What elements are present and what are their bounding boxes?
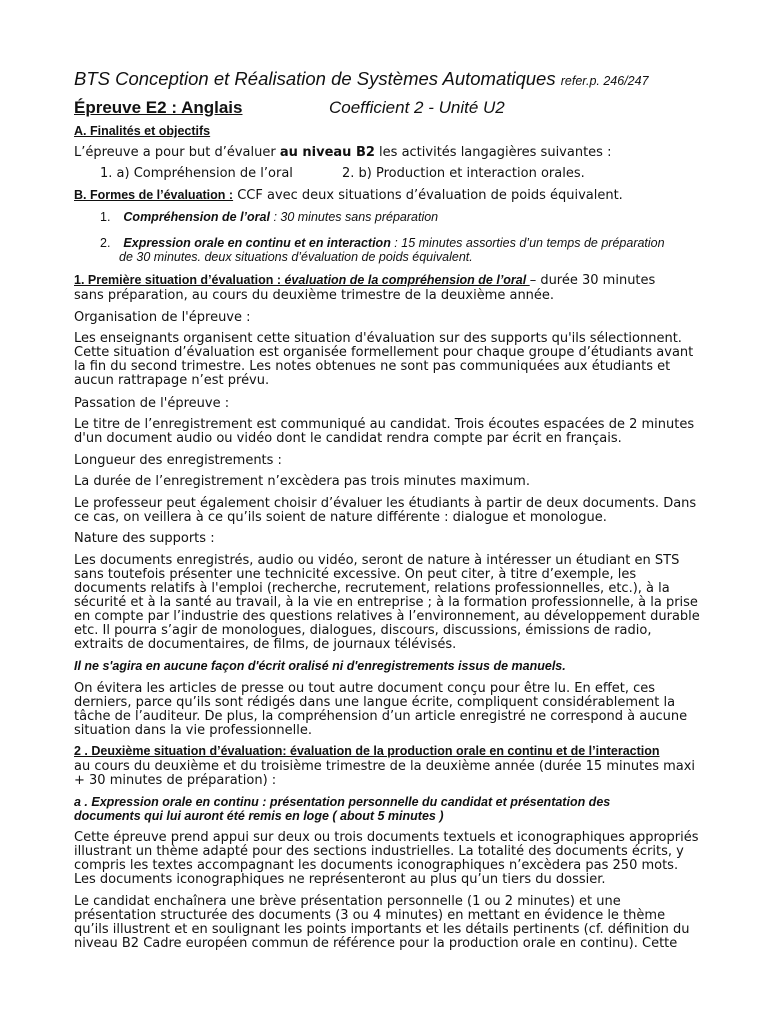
candidat-text-line: Le candidat enchaînera une brève présentation personnelle (1 ou 2 minutes) et une bbox=[74, 894, 621, 909]
situation-2-heading: 2 . Deuxième situation d’évaluation: évaluation de la production orale en continu et de l’interaction bbox=[74, 744, 660, 758]
avoid-text-line: derniers, parce qu’ils sont rédigés dans une langue écrite, compliquent considérablement la bbox=[74, 695, 676, 710]
organisation-label: Organisation de l'épreuve : bbox=[74, 310, 251, 325]
situation-2-text-line: + 30 minutes de préparation) : bbox=[74, 773, 277, 788]
passation-label: Passation de l'épreuve : bbox=[74, 396, 230, 411]
nature-label: Nature des supports : bbox=[74, 531, 215, 546]
nature-text-line: extraits de documentaires, de films, de journaux télévisés. bbox=[74, 637, 457, 652]
candidat-text-line: niveau B2 Cadre européen commun de référence pour la production orale en continu). Cette bbox=[74, 936, 678, 951]
candidat-text-line: présentation structurée des documents (3 ou 4 minutes) en mettant en évidence le thème bbox=[74, 908, 666, 923]
professeur-text-line: ce cas, on veillera à ce qu’ils soient de nature différente : dialogue et monologue. bbox=[74, 510, 607, 525]
organisation-text-line: aucun rattrapage n’est prévu. bbox=[74, 373, 270, 388]
candidat-text-line: qu’ils illustrent et en soulignant les points importants et les détails pertinents (cf. définition du bbox=[74, 922, 690, 937]
documents-text-line: Cette épreuve prend appui sur deux ou trois documents textuels et iconographiques appropriés bbox=[74, 830, 699, 845]
avoid-text-line: On évitera les articles de presse ou tout autre document conçu pour être lu. En effet, ces bbox=[74, 681, 656, 696]
organisation-text-line: la fin du second trimestre. Les notes obtenues ne sont pas communiquées aux étudiants et bbox=[74, 359, 671, 374]
situation-2-text-line: au cours du deuxième et du troisième trimestre de la deuxième année (durée 15 minutes maxi bbox=[74, 759, 696, 774]
section-a-item-1: 1. a) Compréhension de l’oral bbox=[100, 166, 293, 181]
section-b-item-2: 2. Expression orale en continu et en interaction : 15 minutes assorties d’un temps de préparation bbox=[100, 236, 665, 250]
avoid-text-line: tâche de l’auditeur. De plus, la compréhension d’un article enregistré ne correspond à aucune bbox=[74, 709, 688, 724]
section-a-heading: A. Finalités et objectifs bbox=[74, 124, 211, 138]
passation-text-line: Le titre de l’enregistrement est communiqué au candidat. Trois écoutes espacées de 2 minutes bbox=[74, 417, 695, 432]
organisation-text-line: Les enseignants organisent cette situation d'évaluation sur des supports qu'ils sélectionnent. bbox=[74, 331, 682, 346]
section-b-heading: B. Formes de l’évaluation : CCF avec deux situations d’évaluation de poids équivalent. bbox=[74, 188, 623, 203]
passation-text-line: d'un document audio ou vidéo dont le candidat rendra compte par écrit en français. bbox=[74, 431, 622, 446]
section-b-item-2-line-2: de 30 minutes. deux situations d’évaluation de poids équivalent. bbox=[119, 250, 473, 264]
professeur-text-line: Le professeur peut également choisir d’évaluer les étudiants à partir de deux documents. Dans bbox=[74, 496, 697, 511]
section-a-item-2: 2. b) Production et interaction orales. bbox=[342, 166, 585, 181]
nature-text-line: etc. Il pourra s’agir de monologues, dialogues, discours, discussions, émissions de radio, bbox=[74, 623, 652, 638]
document-title bbox=[74, 68, 649, 90]
situation-1-heading-line-2: sans préparation, au cours du deuxième trimestre de la deuxième année. bbox=[74, 288, 555, 303]
nature-text-line: Les documents enregistrés, audio ou vidéo, seront de nature à intéresser un étudiant en STS bbox=[74, 553, 680, 568]
situation-1-heading: 1. Première situation d’évaluation : évaluation de la compréhension de l’oral – durée 30 minutes bbox=[74, 273, 656, 288]
epreuve-heading: Épreuve E2 : Anglais bbox=[74, 98, 243, 117]
nature-text-line: en compte par l’industrie des questions relatives à l’environnement, au développement durable bbox=[74, 609, 700, 624]
coefficient-heading: Coefficient 2 - Unité U2 bbox=[329, 98, 505, 117]
documents-text-line: compris les textes accompagnant les documents iconographiques n’excèdera pas 250 mots. bbox=[74, 858, 679, 873]
warning-text: Il ne s'agira en aucune façon d'écrit oralisé ni d'enregistrements issus de manuels. bbox=[74, 659, 566, 673]
title-text: BTS Conception et Réalisation de Systèmes Automatiques bbox=[74, 68, 556, 89]
subsection-a-heading: a . Expression orale en continu : présentation personnelle du candidat et présentation des bbox=[74, 795, 611, 809]
avoid-text-line: situation dans la vie professionnelle. bbox=[74, 723, 313, 738]
subsection-a-heading-line-2: documents qui lui auront été remis en loge ( about 5 minutes ) bbox=[74, 809, 444, 823]
section-b-item-1: 1. Compréhension de l’oral : 30 minutes sans préparation bbox=[100, 210, 439, 224]
documents-text-line: illustrant un thème adapté pour des sections industrielles. La totalité des documents écrits, y bbox=[74, 844, 684, 859]
reference-text: refer.p. 246/247 bbox=[560, 74, 649, 88]
section-a-intro: L’épreuve a pour but d’évaluer au niveau B2 les activités langagières suivantes : bbox=[74, 145, 612, 160]
nature-text-line: sans toutefois présenter une technicité excessive. On peut citer, à titre d’exemple, les bbox=[74, 567, 637, 582]
longueur-text-line: La durée de l’enregistrement n’excèdera pas trois minutes maximum. bbox=[74, 474, 530, 489]
longueur-label: Longueur des enregistrements : bbox=[74, 453, 282, 468]
nature-text-line: sécurité et à la santé au travail, à la vie en entreprise ; à la formation professionnelle, à la prise bbox=[74, 595, 698, 610]
organisation-text-line: Cette situation d’évaluation est organisée formellement pour chaque groupe d’étudiants avant bbox=[74, 345, 694, 360]
nature-text-line: documents relatifs à l'emploi (recherche, recrutement, relations professionnelles, etc.), à la bbox=[74, 581, 670, 596]
documents-text-line: Les documents iconographiques ne représenteront au plus qu’un tiers du dossier. bbox=[74, 872, 606, 887]
